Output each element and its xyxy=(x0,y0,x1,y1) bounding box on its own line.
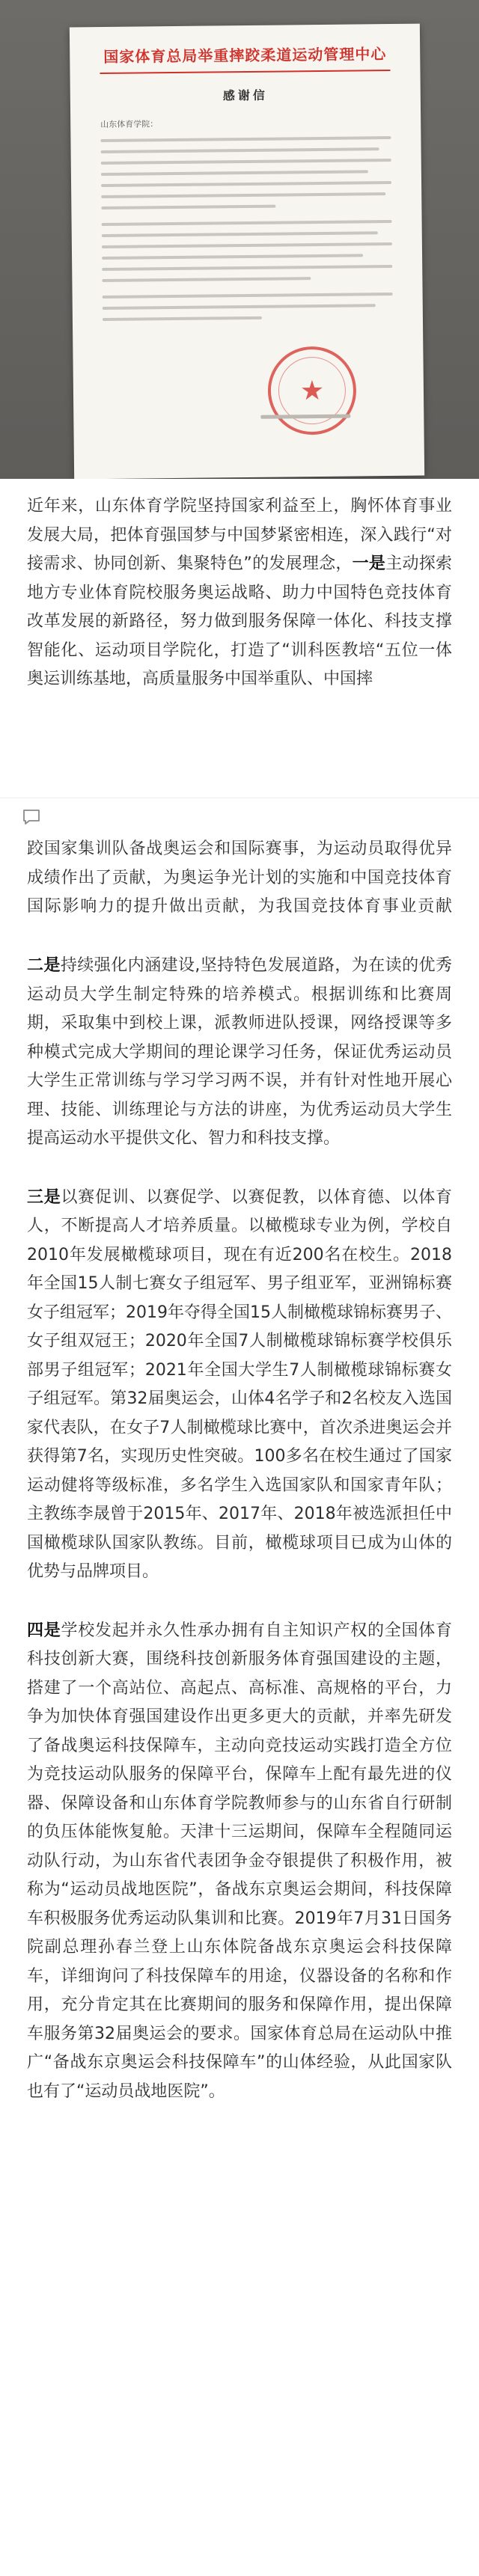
lead-three: 三是 xyxy=(27,1187,61,1207)
paragraph-4: 四是学校发起并永久性承办拥有自主知识产权的全国体育科技创新大赛，围绕科技创新服务体育强国建设的主题，搭建了一个高站位、高起点、高标准、高规格的平台，力争为加快体育强国建设作出更多更大的贡献，并率先研发了备战奥运科技保障车，主动向竞技运动实践打造全方位为竞技运动队服务的保障平台，保障车上配有最先进的仪器、保障设备和山东体育学院教师参与的山东省自行研制的负压体能恢复舱。天津十三运期间，保障车全程随同运动队行动，为山东省代表团争金夺银提供了积极作用，被称为“运动员战地医院”，备战东京奥运会期间，科技保障车积极服务优秀运动队集训和比赛。2019年7月31日国务院副总理孙春兰登上山东体院备战东京奥运会科技保障车，详细询问了科技保障车的用途，仪器设备的名称和作用，充分肯定其在比赛期间的服务和保障作用，提出保障车服务第32届奥运会的要求。国家体育总局在运动队中推广“备战东京奥运会科技保障车”的山体经验，从此国家队也有了“运动员战地医院”。 xyxy=(27,1621,452,2101)
comment-icon[interactable] xyxy=(22,809,40,825)
collapsed-comment-bar[interactable] xyxy=(0,798,479,839)
letter-photo xyxy=(0,0,479,479)
lead-four: 四是 xyxy=(27,1621,61,1640)
paragraph-1-continued: 跤国家集训队备战奥运会和国际赛事，为运动员取得优异成绩作出了贡献，为奥运争光计划的实施和中国竞技体育国际影响力的提升做出贡献，为我国竞技体育事业贡献 xyxy=(27,839,452,916)
article-body xyxy=(0,479,479,2129)
red-seal-stamp xyxy=(267,346,356,435)
paragraph-2: 二是持续强化内涵建设,坚持特色发展道路，为在读的优秀运动员大学生制定特殊的培养模式。根据训练和比赛周期，采取集中到校上课，派教师进队授课，网络授课等多种模式完成大学期间的理论课学习任务，保证优秀运动员大学生正常训练与学习学习两不误，并有针对性地开展心理、技能、训练理论与方法的讲座，为优秀运动员大学生提高运动水平提供文化、智力和科技支撑。 xyxy=(27,956,452,1148)
star-icon: ★ xyxy=(299,375,325,406)
letter-body xyxy=(100,115,393,321)
paragraph-1: 近年来，山东体育学院坚持国家利益至上，胸怀体育事业发展大局，把体育强国梦与中国梦紧密相连，深入践行“对接需求、协同创新、集聚特色”的发展理念，一是主动探索地方专业体育院校服务奥运战略、助力中国特色竞技体育改革发展的新路径，努力做到服务保障一体化、科技支撑智能化、运动项目学院化，打造了“训科医教培“五位一体奥运训练基地，高质量服务中国举重队、中国摔 xyxy=(27,497,452,688)
lead-one: 一是 xyxy=(352,554,386,573)
letter-title: 感谢信 xyxy=(222,88,268,103)
letter-header: 国家体育总局举重摔跤柔道运动管理中心 xyxy=(100,42,390,74)
letter-greeting: 山东体育学院： xyxy=(100,119,159,130)
thank-you-letter xyxy=(70,24,424,479)
lead-two: 二是 xyxy=(27,956,61,975)
paragraph-3: 三是以赛促训、以赛促学、以赛促教，以体育德、以体育人，不断提高人才培养质量。以橄榄球专业为例，学校自2010年发展橄榄球项目，现在有近200名在校生。2018年全国15人制七赛女子组冠军、男子组亚军，亚洲锦标赛女子组冠军；2019年夺得全国15人制橄榄球锦标赛男子、女子组双冠王；2020年全国7人制橄榄球锦标赛学校俱乐部男子组冠军；2021年全国大学生7人制橄榄球锦标赛女子组冠军。第32届奥运会，山体4名学子和2名校友入选国家代表队，在女子7人制橄榄球比赛中，首次杀进奥运会并获得第7名，实现历史性突破。100多名在校生通过了国家运动健将等级标准，多名学生入选国家队和国家青年队；主教练李晟曾于2015年、2017年、2018年被选派担任中国橄榄球队国家队教练。目前，橄榄球项目已成为山体的优势与品牌项目。 xyxy=(27,1187,452,1581)
